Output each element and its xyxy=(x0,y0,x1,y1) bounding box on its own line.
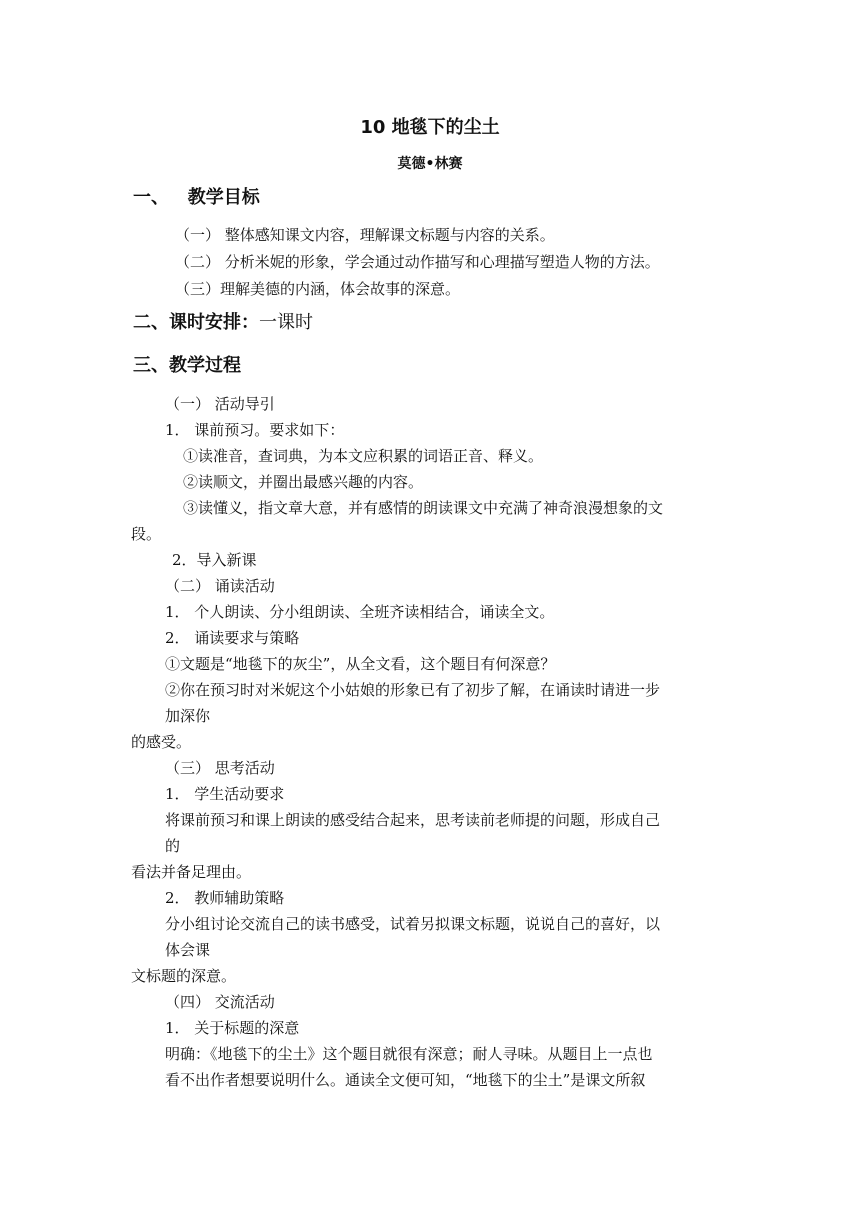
process-line: ②读顺文，并圈出最感兴趣的内容。 xyxy=(183,473,424,491)
process-line: 体会课 xyxy=(165,941,211,959)
process-line: 明确：《地毯下的尘土》这个题目就很有深意；耐人寻味。从题目上一点也 xyxy=(165,1045,653,1063)
section-heading-process: 三、教学过程 xyxy=(133,355,241,376)
process-line: 分小组讨论交流自己的读书感受，试着另拟课文标题，说说自己的喜好，以 xyxy=(165,915,661,933)
process-line: ③读懂义，指文章大意，并有感情的朗读课文中充满了神奇浪漫想象的文 xyxy=(183,499,664,517)
process-line: 看不出作者想要说明什么。通读全文便可知，“地毯下的尘土”是课文所叙 xyxy=(165,1071,646,1089)
process-line: 的 xyxy=(165,837,181,855)
objective-item: （一） 整体感知课文内容，理解课文标题与内容的关系。 xyxy=(175,226,555,244)
objective-item: （二） 分析米妮的形象，学会通过动作描写和心理描写塑造人物的方法。 xyxy=(175,253,660,271)
schedule-label: 二、课时安排： xyxy=(133,312,259,333)
process-line: 1． 学生活动要求 xyxy=(165,785,285,803)
process-line: 2．导入新课 xyxy=(172,551,257,569)
process-line: （二） 诵读活动 xyxy=(165,577,275,595)
process-line: 1． 课前预习。要求如下： xyxy=(165,421,345,439)
process-line: ①文题是“地毯下的灰尘”，从全文看，这个题目有何深意？ xyxy=(165,655,556,673)
process-line: （一） 活动导引 xyxy=(165,395,275,413)
process-line: ②你在预习时对米妮这个小姑娘的形象已有了初步了解，在诵读时请进一步 xyxy=(165,681,661,699)
section-heading-schedule xyxy=(133,313,313,333)
process-line: 2． 教师辅助策略 xyxy=(165,889,285,907)
process-line: （四） 交流活动 xyxy=(165,993,275,1011)
process-line: 文标题的深意。 xyxy=(131,967,237,985)
process-line: 看法并备足理由。 xyxy=(131,863,252,881)
process-line: 的感受。 xyxy=(131,733,192,751)
process-line: 1． 关于标题的深意 xyxy=(165,1019,300,1037)
document-author: 莫德•林赛 xyxy=(397,156,463,172)
process-line: （三） 思考活动 xyxy=(165,759,275,777)
process-line: ①读准音，查词典，为本文应积累的词语正音、释义。 xyxy=(183,447,544,465)
section-heading-objectives: 一、 教学目标 xyxy=(133,187,260,208)
process-line: 2． 诵读要求与策略 xyxy=(165,629,300,647)
process-line: 加深你 xyxy=(165,707,211,725)
process-line: 1． 个人朗读、分小组朗读、全班齐读相结合，诵读全文。 xyxy=(165,603,555,621)
process-line: 段。 xyxy=(131,525,162,543)
objective-item: （三）理解美德的内涵，体会故事的深意。 xyxy=(175,280,461,298)
schedule-value: 一课时 xyxy=(259,312,313,333)
document-title: 10 地毯下的尘土 xyxy=(360,117,500,138)
process-line: 将课前预习和课上朗读的感受结合起来，思考读前老师提的问题，形成自己 xyxy=(165,811,661,829)
